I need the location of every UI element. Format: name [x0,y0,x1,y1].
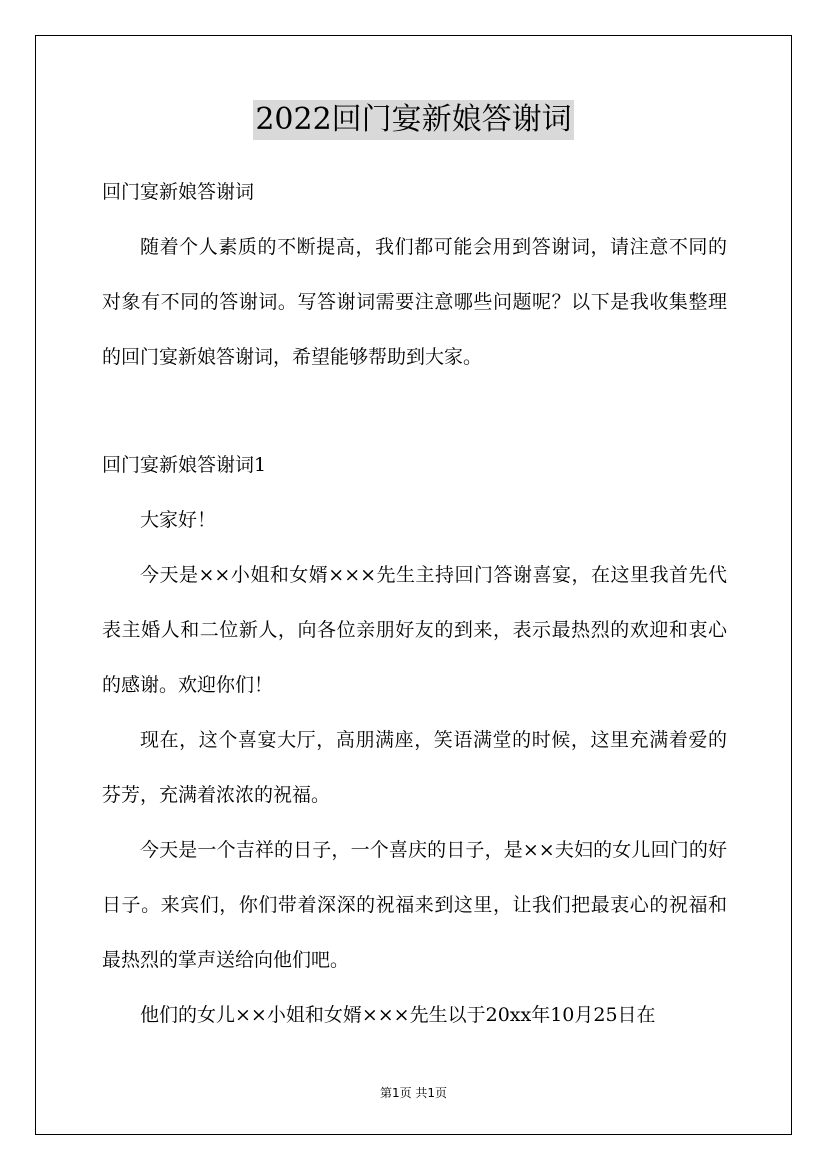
document-body [102,170,727,1043]
section-heading: 回门宴新娘答谢词1 [102,454,267,476]
title-container [0,100,827,140]
document-subtitle: 回门宴新娘答谢词 [102,181,255,203]
body-paragraph: 今天是一个吉祥的日子，一个喜庆的日子，是××夫妇的女儿回门的好日子。来宾们，你们带着深深的祝福来到这里，让我们把最衷心的祝福和最热烈的掌声送给向他们吧。 [102,839,727,971]
page-footer: 第1页 共1页 [379,1086,448,1100]
intro-paragraph: 随着个人素质的不断提高，我们都可能会用到答谢词，请注意不同的对象有不同的答谢词。写答谢词需要注意哪些问题呢？以下是我收集整理的回门宴新娘答谢词，希望能够帮助到大家。 [102,236,727,368]
body-paragraph: 大家好！ [140,509,217,531]
body-paragraph: 他们的女儿××小姐和女婿×××先生以于20xx年10月25日在 [140,1004,656,1026]
document-title: 2022回门宴新娘答谢词 [253,100,573,140]
body-paragraph: 现在，这个喜宴大厅，高朋满座，笑语满堂的时候，这里充满着爱的芬芳，充满着浓浓的祝福。 [102,729,727,806]
body-paragraph: 今天是××小姐和女婿×××先生主持回门答谢喜宴，在这里我首先代表主婚人和二位新人，向各位亲朋好友的到来，表示最热烈的欢迎和衷心的感谢。欢迎你们！ [102,564,727,696]
section-gap [102,385,727,443]
